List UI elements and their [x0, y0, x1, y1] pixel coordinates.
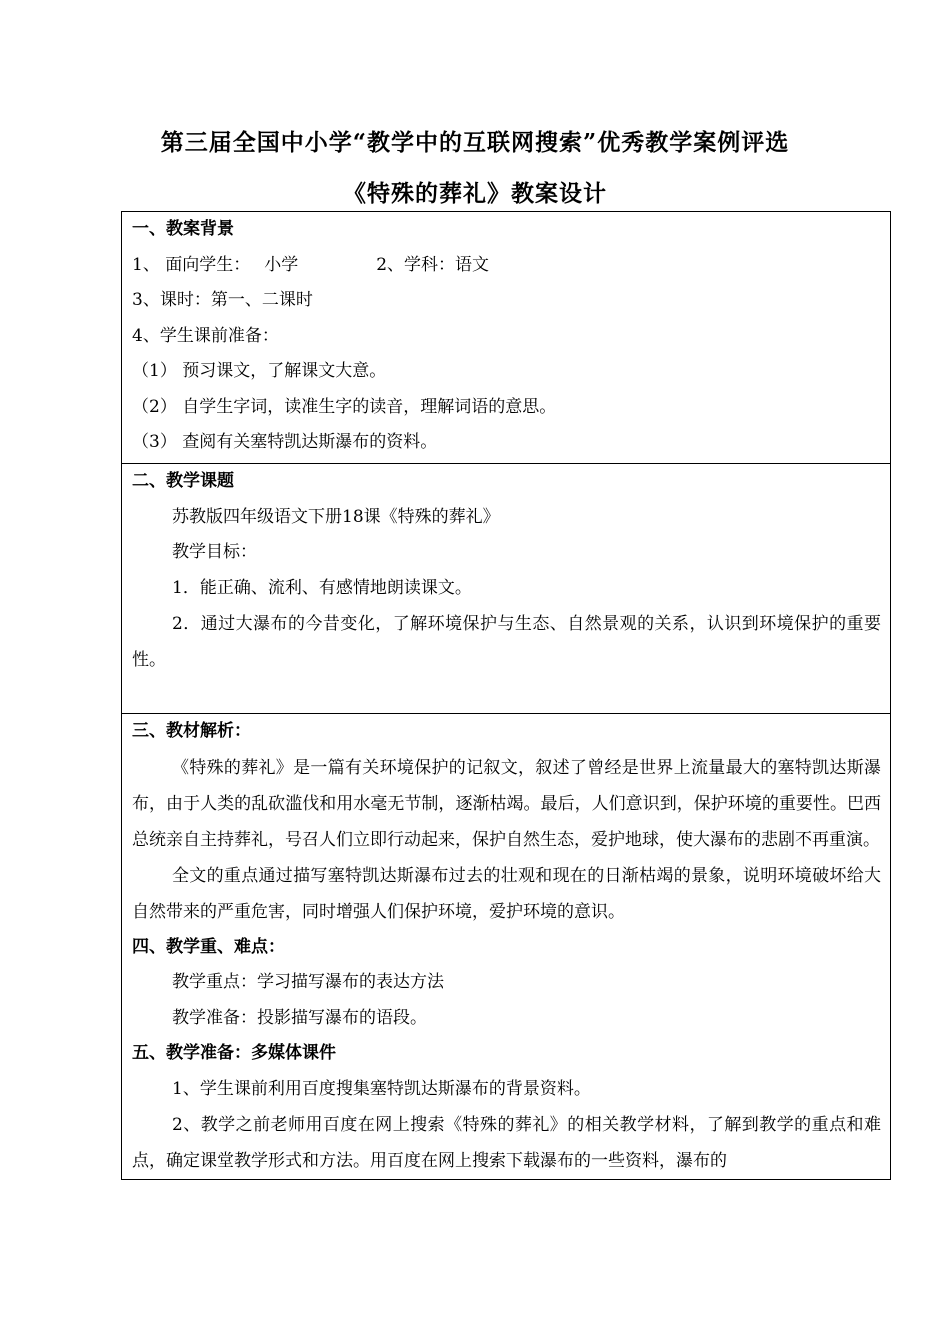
lesson-plan-title: 《特殊的葬礼》教案设计 — [343, 180, 607, 207]
class-hours: 3、课时：第一、二课时 — [132, 290, 313, 310]
section-topic — [122, 464, 890, 714]
prep-item: （2） 自学生字词，读准生字的读音，理解词语的意思。 — [132, 396, 557, 417]
analysis-paragraph: 全文的重点通过描写塞特凯达斯瀑布过去的壮观和现在的日渐枯竭的景象，说明环境破坏给大自然带来的严重危害，同时增强人们保护环境，爱护环境的意识。 — [132, 865, 881, 922]
prep-step: 2、教学之前老师用百度在网上搜索《特殊的葬礼》的相关教学材料，了解到教学的重点和难点，确定课堂教学形式和方法。用百度在网上搜索下载瀑布的一些资料，瀑布的 — [132, 1115, 881, 1171]
section-heading: 一、教案背景 — [132, 219, 234, 239]
prep-label: 4、学生课前准备： — [132, 325, 279, 346]
subject-text: 2、学科：语文 — [376, 254, 490, 275]
prep-step: 1、学生课前利用百度搜集塞特凯达斯瀑布的背景资料。 — [172, 1078, 591, 1099]
section-background — [122, 212, 890, 464]
audience-value: 小学 — [264, 254, 299, 275]
goal-item: 2．通过大瀑布的今昔变化，了解环境保护与生态、自然景观的关系，认识到环境保护的重要性。 — [132, 614, 881, 670]
audience-label: 1、 面向学生： — [132, 254, 251, 275]
section-heading: 五、教学准备：多媒体课件 — [132, 1043, 336, 1063]
section-heading: 三、教材解析： — [132, 721, 251, 741]
goals-label: 教学目标： — [172, 542, 257, 562]
course-text: 苏教版四年级语文下册18课《特殊的葬礼》 — [172, 506, 500, 527]
prep-item: （1） 预习课文，了解课文大意。 — [132, 361, 387, 381]
document-title: 第三届全国中小学“教学中的互联网搜索”优秀教学案例评选 — [160, 129, 790, 156]
section-heading: 四、教学重、难点： — [132, 936, 285, 957]
goal-item: 1．能正确、流利、有感情地朗读课文。 — [172, 577, 472, 598]
prep-item: （3） 查阅有关塞特凯达斯瀑布的资料。 — [132, 432, 438, 452]
audience-subject-row — [132, 248, 881, 284]
teaching-preparation: 教学准备：投影描写瀑布的语段。 — [172, 1007, 427, 1028]
section-analysis-to-prep — [122, 714, 890, 1179]
section-heading: 二、教学课题 — [132, 471, 234, 491]
lesson-plan-table — [121, 211, 891, 1180]
analysis-paragraph: 《特殊的葬礼》是一篇有关环境保护的记叙文，叙述了曾经是世界上流量最大的塞特凯达斯瀑布，由于人类的乱砍滥伐和用水毫无节制，逐渐枯竭。最后，人们意识到，保护环境的重要性。巴西总统亲自主持葬礼，号召人们立即行动起来，保护自然生态，爱护地球，使大瀑布的悲剧不再重演。 — [132, 757, 881, 850]
key-point: 教学重点：学习描写瀑布的表达方法 — [172, 972, 444, 992]
